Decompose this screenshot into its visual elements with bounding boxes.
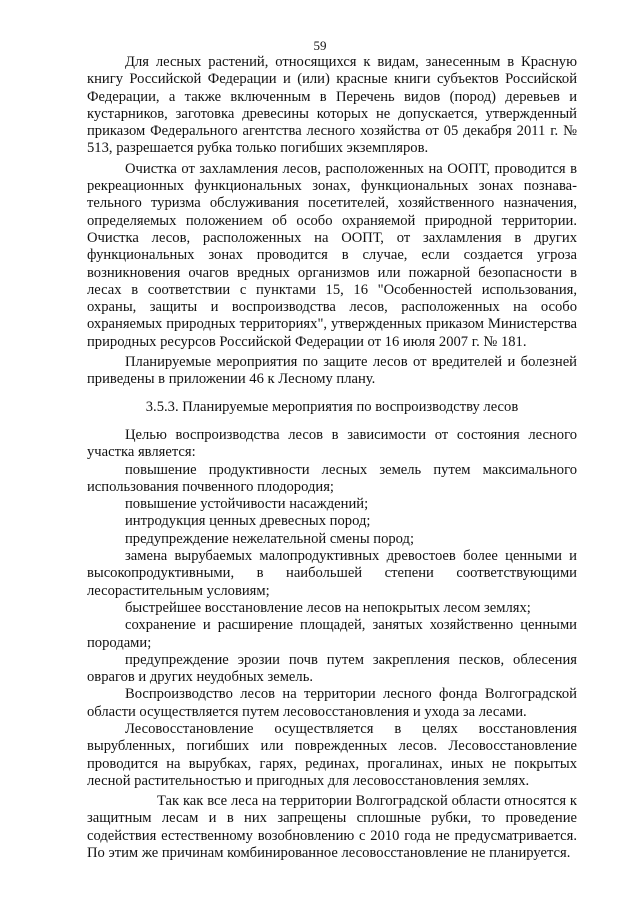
paragraph-reforestation: Лесовосстановление осуществляется в целях восстановления вырубленных, погибших или поврежденных лесов. Лесовосстановление проводится на вырубках, гарях, рединах, прогалинах, иных не покрытых лесной растительностью и пригодных для лесовосстановления землях. <box>87 720 577 789</box>
paragraph-red-book-species: Для лесных растений, относящихся к видам, занесенным в Красную книгу Российской Федерации и (или) красные книги субъектов Российской Федерации, а также включенным в Перечень видов (пород) деревьев и кустарников, заготовка древесины которых не допускается, утвержденный приказом Федерального агентства лесного хозяйства от 05 декабря 2011 г. № 513, разрешается рубка только погибших экземпляров. <box>87 54 577 157</box>
list-item: предупреждение эрозии почв путем закрепления песков, облесения оврагов и других неудобных земель. <box>87 651 577 686</box>
list-item: интродукция ценных древесных пород; <box>125 513 371 530</box>
paragraph-volgograd-reproduction: Воспроизводство лесов на территории лесного фонда Волгоградской области осуществляется путем лесовосстановления и ухода за лесами. <box>87 686 577 720</box>
list-item: повышение продуктивности лесных земель путем максимального использования почвенного плодородия; <box>87 461 577 495</box>
list-item: предупреждение нежелательной смены пород; <box>125 530 415 547</box>
page-content <box>87 54 577 862</box>
paragraph-reproduction-goal: Целью воспроизводства лесов в зависимости от состояния лесного участка является: <box>87 426 577 461</box>
paragraph-oopt-cleanup: Очистка от захламления лесов, расположенных на ООПТ, проводится в рекреационных функциональных зонах, функциональных зонах познавательного туризма обслуживания посетителей, хозяйственного назначения, определяемых положением об особо охраняемой природной территории. Очистка лесов, расположенных на ООПТ, от захламления в других функциональных зонах проводится в случае, если создается угроза возникновения очагов вредных организмов или пожарной безопасности в лесах в соответствии с пунктами 15, 16 "Особенностей использования, охраны, защиты и воспроизводства лесов, расположенных на особо охраняемых природных территориях", утвержденных приказом Министерства природных ресурсов Российской Федерации от 16 июля 2007 г. № 181. <box>87 160 577 350</box>
list-item: быстрейшее восстановление лесов на непокрытых лесом землях; <box>125 599 531 616</box>
list-item: повышение устойчивости насаждений; <box>125 496 369 513</box>
page-number: 59 <box>313 38 327 53</box>
paragraph-protective-forests: Так как все леса на территории Волгоградской области относятся к защитным лесам и в них запрещены сплошные рубки, то проведение содействия естественному возобновлению с 2010 года не предусматривается. По этим же причинам комбинированное лесовосстановление не планируется. <box>87 793 577 862</box>
paragraph-pest-protection: Планируемые мероприятия по защите лесов от вредителей и болезней приведены в приложении 46 к Лесному плану. <box>87 354 577 388</box>
list-item: замена вырубаемых малопродуктивных древостоев более ценными и высокопродуктивными, в наибольшей степени соответствующими лесорастительным условиям; <box>87 548 577 599</box>
section-heading: 3.5.3. Планируемые мероприятия по воспроизводству лесов <box>145 398 519 415</box>
list-item: сохранение и расширение площадей, занятых хозяйственно ценными породами; <box>87 617 577 651</box>
